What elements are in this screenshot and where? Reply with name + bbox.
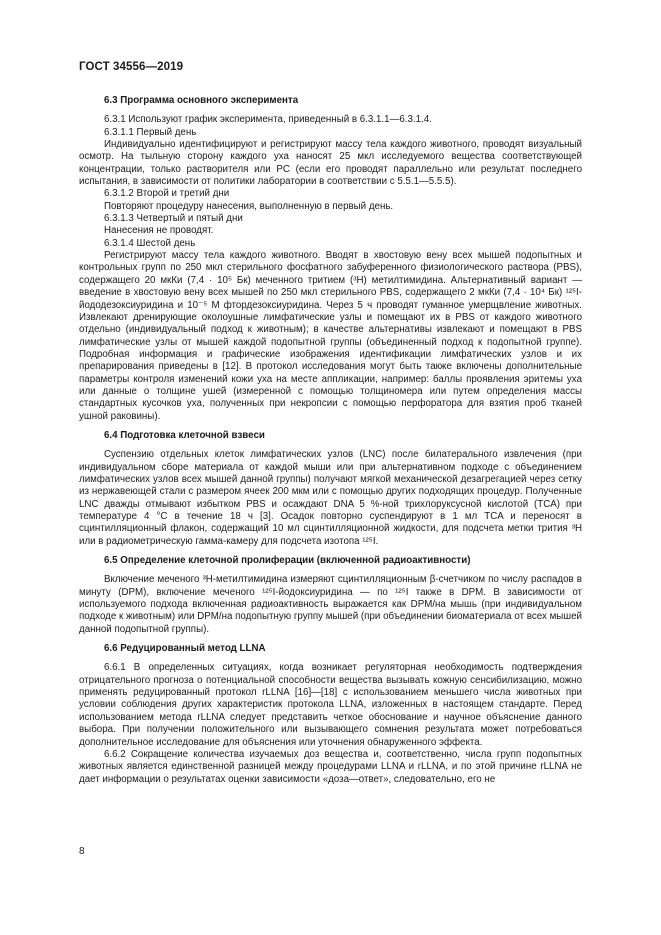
section-6-3-heading: 6.3 Программа основного эксперимента — [104, 95, 299, 106]
section-6-4-heading: 6.4 Подготовка клеточной взвеси — [104, 429, 265, 441]
paragraph-6-5: Включение меченого ³H-метилтимидина измеряют сцинтилляционным β-счетчиком по числу распадов в минуту (DPM), включение меченого ¹²⁵I-йодоксиуридина — по ¹²⁵I также в DPM. В зависимости от используемого подхода включенная радиоактивность выражается как DPM/на мышь (при индивидуальном подходе к животным) или DPM/на подопытную группу мышей (при объединении биоматериала от всех мышей данной подопытной группы). — [79, 574, 582, 635]
subheading-6-3-1-4: 6.3.1.4 Шестой день — [104, 237, 196, 249]
subheading-6-3-1-1: 6.3.1.1 Первый день — [104, 126, 197, 138]
section-6-5-heading: 6.5 Определение клеточной пролиферации (включенной радиоактивности) — [104, 555, 471, 567]
paragraph-6-6-1: 6.6.1 В определенных ситуациях, когда возникает регуляторная необходимость подтверждения отрицательного прогноза о потенциальной способности вещества вызывать кожную сенсибилизацию, можно применять редуцированный протокол rLLNA [16]—[18] с использованием меньшего числа животных при условии соблюдения других характеристик протокола LLNA, изложенных в настоящем стандарте. Перед использованием метода rLLNA следует представить четкое обоснование и научное объяснение данного выбора. При получении положительного или вызывающего сомнения результата может потребоваться дополнительное исследование для объяснения или уточнения обнаруженного эффекта. — [79, 662, 582, 748]
paragraph-6-3-1-4: Регистрируют массу тела каждого животного. Вводят в хвостовую вену всех мышей подопытных и контрольных групп по 250 мкл стерильного фосфатного забуференного физиологического раствора (PBS), содержащего 20 мкКи (7,4 · 10⁵ Бк) меченного тритием (³H) метилтимидина. Альтернативный вариант — введение в хвостовую вену всех мышей по 250 мкл стерильного PBS, содержащего 2 мкКи (7,4 · 10⁴ Бк) ¹²⁵I-йододезоксиуридина и 10⁻⁵ М фтордезоксиуридина. Через 5 ч проводят гуманное умерщвление животных. Извлекают дренирующие околоушные лимфатические узлы и помещают их в PBS от каждого животного отдельно (индивидуальный подход к животным); в качестве альтернативы извлекают и помещают в PBS лимфатические узлы от мышей каждой подопытной группы (объединенный подход к подопытной группе). Подробная информация и графические изображения идентификации лимфатических узлов и их препарирования приведены в [12]. В протокол исследования могут быть также включены дополнительные параметры контроля изменений кожи уха на месте аппликации, например: баллы проявления эритемы уха или данные о толщине ушей (измеренной с помощью толщиномера или путем определения массы стандартных кусочков уха, полученных при некропсии с помощью перфоратора для взятия проб тканей ушной раковины). — [79, 250, 582, 422]
subheading-6-3-1-3: 6.3.1.3 Четвертый и пятый дни — [104, 213, 243, 225]
paragraph-6-3-1: 6.3.1 Используют график эксперимента, приведенный в 6.3.1.1—6.3.1.4. — [104, 114, 432, 126]
section-6-6-heading: 6.6 Редуцированный метод LLNA — [104, 643, 266, 655]
paragraph-6-3-1-3: Нанесения не проводят. — [104, 225, 214, 237]
paragraph-6-3-1-2: Повторяют процедуру нанесения, выполненную в первый день. — [104, 200, 394, 212]
document-header: ГОСТ 34556—2019 — [79, 61, 184, 73]
document-body — [79, 95, 582, 786]
subheading-6-3-1-2: 6.3.1.2 Второй и третий дни — [104, 188, 230, 200]
paragraph-6-3-1-1: Индивидуально идентифицируют и регистрируют массу тела каждого животного, проводят визуальный осмотр. На тыльную сторону каждого уха наносят 25 мкл исследуемого вещества соответствующей концентрации, только растворителя или PC (если его проводят параллельно или результат последнего испытания, в зависимости от политики лаборатории в соответствии с 5.5.1—5.5.5). — [79, 139, 582, 188]
paragraph-6-4: Суспензию отдельных клеток лимфатических узлов (LNC) после билатерального извлечения (при индивидуальном сборе материала от каждой мыши или при альтернативном подходе с объединением лимфатических узлов всех мышей данной группы) получают мягкой механической дезагрегацией через сетку из нержавеющей стали с размером ячеек 200 мкм или с помощью других подходящих процедур. Полученные LNC дважды отмывают избытком PBS и осаждают DNA 5 %-ной трихлоруксусной кислотой (TCA) при температуре 4 °C в течение 18 ч [3]. Осадок повторно суспендируют в 1 мл TCA и переносят в сцинтилляционный флакон, содержащий 10 мл сцинтилляционной жидкости, для подсчета метки трития ³H или в радиометрическую гамма-камеру для подсчета изотопа ¹²⁵I. — [79, 449, 582, 547]
paragraph-6-6-2: 6.6.2 Сокращение количества изучаемых доз вещества и, соответственно, числа групп подопытных животных является единственной разницей между процедурами LLNA и rLLNA, и по этой причине rLLNA не дает информации о результатах оценки зависимости «доза—ответ», следовательно, его не — [79, 748, 582, 785]
page-number: 8 — [79, 846, 85, 857]
